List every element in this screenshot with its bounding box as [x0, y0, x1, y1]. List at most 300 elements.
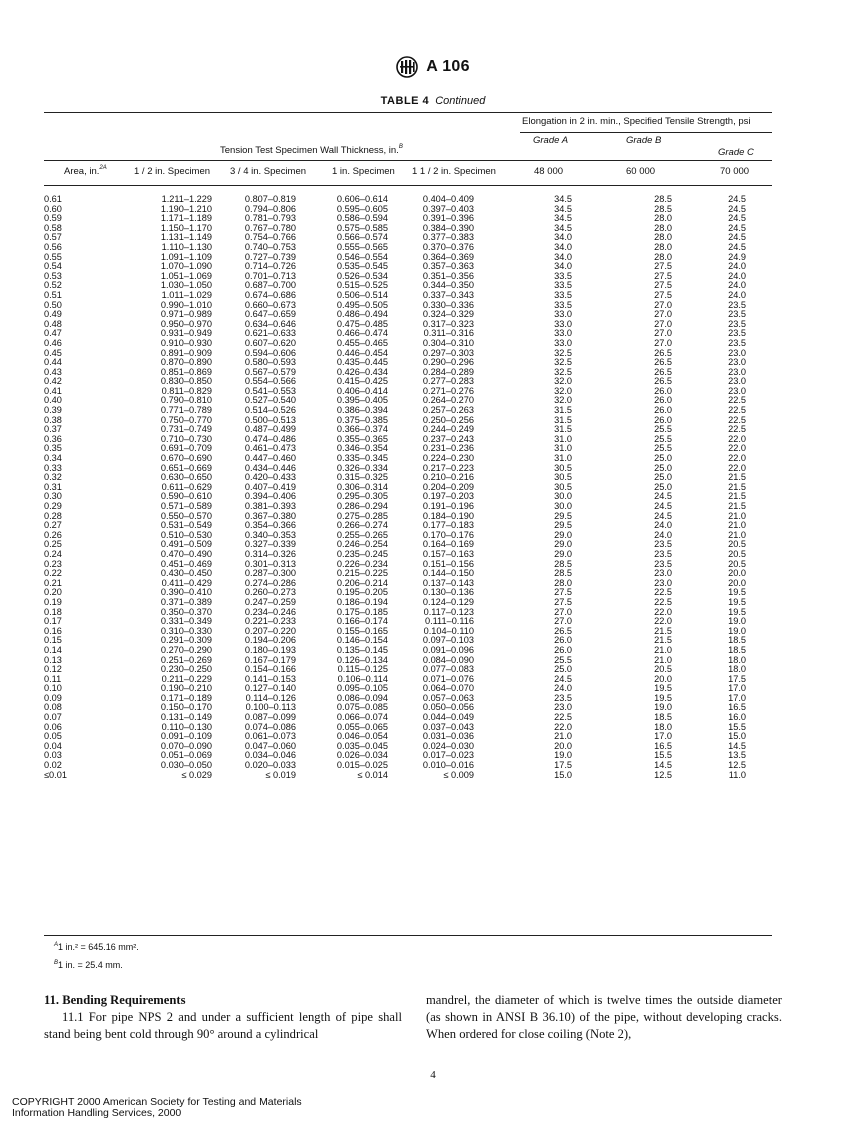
- table-cell: 22.5: [554, 712, 572, 723]
- table-cell: 34.0: [554, 251, 572, 262]
- table-cell: 0.297–0.303: [422, 347, 474, 358]
- table-cell: 0.701–0.713: [244, 270, 296, 281]
- table-cell: 25.0: [554, 664, 572, 675]
- table-cell: 21.5: [728, 501, 746, 511]
- table-cell: 0.130–0.136: [422, 587, 474, 598]
- right-column: [426, 992, 782, 1043]
- table-cell: 0.071–0.076: [422, 673, 474, 684]
- table-cell: 0.26: [44, 529, 62, 540]
- table-cell: 0.29: [44, 501, 62, 511]
- table-cell: 0.166–0.174: [336, 616, 388, 627]
- table-cell: 0.541–0.553: [244, 385, 296, 396]
- table-cell: 0.990–1.010: [160, 299, 212, 310]
- table-cell: 0.395–0.405: [336, 395, 388, 406]
- table-cell: 23.5: [728, 318, 746, 329]
- table-cell: 0.304–0.310: [422, 337, 474, 348]
- table-cell: 0.406–0.414: [336, 385, 388, 396]
- table-cell: 0.051–0.069: [160, 750, 212, 761]
- table-cell: 23.0: [728, 347, 746, 358]
- table-cell: 0.35: [44, 443, 62, 454]
- table-cell: 33.5: [554, 289, 572, 300]
- table-cell: 1.110–1.130: [161, 241, 212, 252]
- table-cell: 0.274–0.286: [244, 577, 296, 588]
- table-cell: 0.306–0.314: [336, 481, 388, 492]
- table-cell: 27.5: [654, 280, 672, 291]
- table-cell: 17.5: [728, 673, 746, 684]
- table-cell: 32.0: [554, 395, 572, 406]
- table-cell: 0.117–0.123: [423, 606, 474, 617]
- table-cell: 27.0: [654, 337, 672, 348]
- table-cell: 0.270–0.290: [160, 644, 212, 655]
- table-cell: 0.330–0.336: [422, 299, 474, 310]
- section-paragraph-left: 11.1 For pipe NPS 2 and under a sufficient length of pipe shall stand being bent cold through 90° around a cylindrical: [44, 1010, 402, 1041]
- table-cell: 30.0: [554, 491, 572, 502]
- table-cell: 29.0: [554, 539, 572, 550]
- table-cell: 1.070–1.090: [160, 261, 212, 272]
- table-cell: 0.39: [44, 405, 62, 416]
- table-cell: 20.5: [728, 548, 746, 559]
- table-cell: 15.5: [728, 721, 746, 732]
- table-cell: 0.381–0.393: [244, 501, 296, 511]
- table-cell: 0.575–0.585: [336, 222, 388, 233]
- table-cell: 0.150–0.170: [160, 702, 212, 713]
- table-cell: 22.5: [654, 596, 672, 607]
- table-cell: 0.384–0.390: [422, 222, 474, 233]
- table-cell: 0.03: [44, 750, 62, 761]
- table-cell: 19.5: [728, 606, 746, 617]
- table-cell: 0.09: [44, 692, 62, 703]
- table-cell: 0.727–0.739: [244, 251, 296, 262]
- elongation-group-header: Elongation in 2 in. min., Specified Tensile Strength, psi: [522, 116, 751, 127]
- table-cell: 0.066–0.074: [336, 712, 388, 723]
- table-cell: 25.5: [654, 424, 672, 435]
- table-cell: 0.124–0.129: [422, 596, 474, 607]
- table-cell: 28.0: [654, 232, 672, 243]
- table-cell: 16.5: [654, 740, 672, 751]
- table-cell: 26.5: [654, 347, 672, 358]
- standard-designation: A 106: [426, 58, 470, 75]
- table-cell: 0.126–0.134: [336, 654, 388, 665]
- table-cell: 0.25: [44, 539, 62, 550]
- table-cell: 0.351–0.356: [422, 270, 474, 281]
- table-cell: 34.5: [554, 213, 572, 224]
- table-cell: 17.0: [728, 692, 746, 703]
- table-cell: 21.0: [654, 644, 672, 655]
- table-cell: 0.370–0.376: [422, 241, 474, 252]
- table-cell: 24.5: [728, 213, 746, 224]
- table-cell: 27.0: [654, 328, 672, 339]
- table-cell: 20.5: [728, 558, 746, 569]
- table-cell: 0.197–0.203: [422, 491, 474, 502]
- table-cell: 0.031–0.036: [422, 731, 474, 742]
- table-cell: 0.590–0.610: [160, 491, 212, 502]
- table-cell: 27.0: [654, 299, 672, 310]
- table-cell: 0.375–0.385: [336, 414, 388, 425]
- table-cell: 0.037–0.043: [422, 721, 474, 732]
- table-cell: 0.430–0.450: [160, 568, 212, 579]
- table-cell: 29.5: [554, 520, 572, 531]
- table-cell: 22.0: [654, 606, 672, 617]
- table-cell: 17.0: [654, 731, 672, 742]
- table-cell: 31.5: [554, 424, 572, 435]
- table-cell: 0.30: [44, 491, 62, 502]
- table-cell: 0.555–0.565: [336, 241, 388, 252]
- table-cell: ≤ 0.019: [265, 769, 296, 780]
- three-quarter-col-header: 3 / 4 in. Specimen: [230, 166, 307, 177]
- table-cell: 25.0: [654, 472, 672, 483]
- table-cell: 0.830–0.850: [160, 376, 212, 387]
- table-cell: 24.5: [654, 501, 672, 511]
- table-cell: 0.45: [44, 347, 62, 358]
- table-cell: 28.5: [554, 568, 572, 579]
- psi-a-header: 48 000: [534, 166, 564, 177]
- table-cell: 0.20: [44, 587, 62, 598]
- table-cell: 0.451–0.469: [160, 558, 212, 569]
- table-cell: 0.075–0.085: [336, 702, 388, 713]
- table-cell: 0.53: [44, 270, 62, 281]
- area-col-sup: 2A: [99, 165, 107, 171]
- table-title: TABLE 4: [380, 95, 430, 107]
- table-cell: 0.660–0.673: [244, 299, 296, 310]
- table-cell: 0.246–0.254: [336, 539, 388, 550]
- table-cell: 0.42: [44, 376, 62, 387]
- table-cell: 34.0: [554, 232, 572, 243]
- table-cell: 12.5: [728, 760, 746, 771]
- table-cell: 0.115–0.125: [337, 664, 388, 675]
- grade-a-header: Grade A: [533, 135, 569, 146]
- table-cell: 24.5: [654, 491, 672, 502]
- grade-b-header: Grade B: [626, 135, 662, 146]
- table-cell: 0.49: [44, 309, 62, 320]
- table-cell: 0.515–0.525: [336, 280, 388, 291]
- table-cell: 0.104–0.110: [423, 625, 474, 636]
- table-cell: 0.284–0.289: [422, 366, 474, 377]
- table-row: [44, 771, 772, 781]
- table-cell: 0.455–0.465: [336, 337, 388, 348]
- psi-b-header: 60 000: [626, 166, 656, 177]
- table-cell: 23.0: [654, 577, 672, 588]
- table-cell: 33.0: [554, 328, 572, 339]
- table-cell: 0.146–0.154: [336, 635, 388, 646]
- table-cell: 0.326–0.334: [336, 462, 388, 473]
- table-cell: 0.331–0.349: [160, 616, 212, 627]
- table-cell: 25.0: [654, 453, 672, 464]
- table-cell: 0.595–0.605: [336, 203, 388, 214]
- table-cell: 23.0: [728, 376, 746, 387]
- table-cell: 29.0: [554, 548, 572, 559]
- table-caption: [0, 95, 866, 107]
- table-cell: 28.5: [654, 194, 672, 204]
- table-cell: 0.44: [44, 357, 62, 368]
- table-cell: 22.0: [728, 462, 746, 473]
- table-cell: 22.0: [728, 453, 746, 464]
- table-cell: 0.371–0.389: [160, 596, 212, 607]
- table-cell: 0.017–0.023: [422, 750, 474, 761]
- table-cell: 24.9: [728, 251, 746, 262]
- table-cell: 0.16: [44, 625, 62, 636]
- table-cell: 0.184–0.190: [422, 510, 474, 521]
- table-cell: 0.244–0.249: [422, 424, 474, 435]
- table-cell: 22.5: [728, 414, 746, 425]
- table-cell: 0.354–0.366: [244, 520, 296, 531]
- footnote-b: [54, 960, 123, 970]
- tension-group-label: Tension Test Specimen Wall Thickness, in.: [220, 145, 399, 156]
- table-cell: 23.0: [728, 385, 746, 396]
- table-cell: 0.315–0.325: [336, 472, 388, 483]
- table-cell: 33.5: [554, 280, 572, 291]
- table-cell: 25.0: [654, 462, 672, 473]
- table-cell: 23.0: [728, 357, 746, 368]
- table-cell: 25.5: [554, 654, 572, 665]
- table-cell: 19.5: [728, 596, 746, 607]
- table-cell: 21.5: [728, 481, 746, 492]
- table-cell: 23.0: [554, 702, 572, 713]
- table-cell: 0.295–0.305: [336, 491, 388, 502]
- table-cell: 0.077–0.083: [422, 664, 474, 675]
- table-cell: 0.355–0.365: [336, 433, 388, 444]
- table-cell: 19.0: [728, 616, 746, 627]
- table-cell: 33.5: [554, 270, 572, 281]
- table-cell: 23.5: [654, 548, 672, 559]
- table-cell: 21.0: [654, 654, 672, 665]
- table-cell: 0.015–0.025: [336, 760, 388, 771]
- table-cell: 0.084–0.090: [422, 654, 474, 665]
- table-cell: 0.386–0.394: [336, 405, 388, 416]
- table-cell: 22.0: [728, 433, 746, 444]
- table-cell: 0.13: [44, 654, 62, 665]
- table-cell: 30.0: [554, 501, 572, 511]
- table-cell: 24.0: [654, 529, 672, 540]
- table-cell: 18.5: [728, 635, 746, 646]
- table-cell: 0.046–0.054: [336, 731, 388, 742]
- table-cell: 31.5: [554, 405, 572, 416]
- table-cell: 27.5: [654, 270, 672, 281]
- table-cell: 0.31: [44, 481, 62, 492]
- table-cell: 0.266–0.274: [336, 520, 388, 531]
- table-cell: 0.164–0.169: [422, 539, 474, 550]
- table-cell: 32.0: [554, 376, 572, 387]
- table-cell: 0.38: [44, 414, 62, 425]
- table-cell: 0.10: [44, 683, 62, 694]
- table-cell: 0.21: [44, 577, 62, 588]
- table-cell: 0.366–0.374: [336, 424, 388, 435]
- table-cell: 0.404–0.409: [422, 194, 474, 204]
- table-cell: 0.390–0.410: [160, 587, 212, 598]
- table-cell: 32.5: [554, 357, 572, 368]
- table-cell: 1.211–1.229: [161, 194, 212, 204]
- table-cell: 0.035–0.045: [336, 740, 388, 751]
- table-cell: 33.5: [554, 299, 572, 310]
- table-cell: 0.47: [44, 328, 62, 339]
- table-cell: 0.54: [44, 261, 62, 272]
- table-cell: 0.286–0.294: [336, 501, 388, 511]
- table-cell: 24.5: [728, 203, 746, 214]
- table-cell: 0.971–0.989: [160, 309, 212, 320]
- table-cell: 1.030–1.050: [160, 280, 212, 291]
- table-cell: 31.0: [554, 433, 572, 444]
- table-cell: 21.0: [728, 510, 746, 521]
- table-cell: 15.5: [654, 750, 672, 761]
- table-cell: 0.251–0.269: [160, 654, 212, 665]
- elongation-table: [44, 195, 772, 780]
- table-cell: 0.446–0.454: [336, 347, 388, 358]
- table-cell: 20.5: [654, 664, 672, 675]
- table-cell: 0.020–0.033: [244, 760, 296, 771]
- table-cell: 0.687–0.700: [244, 280, 296, 291]
- table-cell: 0.151–0.156: [422, 558, 474, 569]
- table-cell: 0.135–0.145: [336, 644, 388, 655]
- table-cell: 29.5: [554, 510, 572, 521]
- table-cell: 0.335–0.345: [336, 453, 388, 464]
- table-cell: 21.5: [728, 491, 746, 502]
- table-cell: 26.5: [554, 625, 572, 636]
- table-cell: 24.5: [554, 673, 572, 684]
- table-cell: 0.674–0.686: [244, 289, 296, 300]
- table-cell: 0.474–0.486: [244, 433, 296, 444]
- table-cell: 0.377–0.383: [422, 232, 474, 243]
- table-cell: 0.714–0.726: [244, 261, 296, 272]
- table-cell: 0.407–0.419: [244, 481, 296, 492]
- table-cell: 23.0: [728, 366, 746, 377]
- table-cell: 27.0: [654, 309, 672, 320]
- area-col-label: Area, in.: [64, 166, 100, 177]
- table-cell: 28.5: [554, 558, 572, 569]
- table-cell: 20.0: [554, 740, 572, 751]
- elongation-rule: [520, 132, 772, 133]
- table-cell: 27.0: [554, 606, 572, 617]
- table-cell: 0.327–0.339: [244, 539, 296, 550]
- table-cell: 0.047–0.060: [244, 740, 296, 751]
- table-cell: 26.0: [554, 644, 572, 655]
- table-cell: 0.127–0.140: [244, 683, 296, 694]
- table-cell: 0.07: [44, 712, 62, 723]
- table-cell: 18.0: [728, 664, 746, 675]
- footnote-a-text: 1 in.² = 645.16 mm².: [58, 942, 139, 952]
- table-cell: 19.5: [728, 587, 746, 598]
- table-cell: 0.606–0.614: [336, 194, 388, 204]
- table-cell: 0.506–0.514: [336, 289, 388, 300]
- table-cell: 21.5: [654, 625, 672, 636]
- table-cell: 0.37: [44, 424, 62, 435]
- table-cell: 12.5: [654, 769, 672, 780]
- table-cell: 0.495–0.505: [336, 299, 388, 310]
- table-cell: 0.350–0.370: [160, 606, 212, 617]
- table-cell: 0.56: [44, 241, 62, 252]
- table-cell: 0.250–0.256: [422, 414, 474, 425]
- table-cell: 26.0: [654, 405, 672, 416]
- table-cell: 0.195–0.205: [336, 587, 388, 598]
- table-cell: 26.5: [654, 357, 672, 368]
- table-cell: 0.580–0.593: [244, 357, 296, 368]
- table-cell: 0.394–0.406: [244, 491, 296, 502]
- table-cell: 28.0: [554, 577, 572, 588]
- table-cell: 20.5: [728, 539, 746, 550]
- table-cell: 19.5: [654, 683, 672, 694]
- table-cell: 0.264–0.270: [422, 395, 474, 406]
- table-cell: 0.337–0.343: [422, 289, 474, 300]
- table-cell: 0.12: [44, 664, 62, 675]
- table-top-rule: [44, 112, 772, 113]
- table-cell: 19.5: [654, 692, 672, 703]
- table-cell: 0.546–0.554: [336, 251, 388, 262]
- table-cell: 26.0: [654, 385, 672, 396]
- table-cell: 20.0: [728, 577, 746, 588]
- table-cell: 0.04: [44, 740, 62, 751]
- table-cell: 0.28: [44, 510, 62, 521]
- table-cell: 0.290–0.296: [422, 357, 474, 368]
- table-cell: 25.0: [654, 481, 672, 492]
- table-cell: 0.851–0.869: [160, 366, 212, 377]
- table-cell: 0.411–0.429: [161, 577, 212, 588]
- table-cell: 21.0: [728, 529, 746, 540]
- table-cell: 0.647–0.659: [244, 309, 296, 320]
- table-cell: 0.931–0.949: [160, 328, 212, 339]
- table-cell: 0.271–0.276: [422, 385, 474, 396]
- table-cell: 0.114–0.126: [245, 692, 296, 703]
- table-cell: 0.670–0.690: [160, 453, 212, 464]
- table-cell: 0.044–0.049: [422, 712, 474, 723]
- header-mid-rule: [44, 160, 772, 161]
- table-cell: 0.51: [44, 289, 62, 300]
- copyright-line-2: Information Handling Services, 2000: [12, 1107, 182, 1119]
- table-cell: 0.22: [44, 568, 62, 579]
- table-cell: 0.275–0.285: [336, 510, 388, 521]
- section-paragraph-right: mandrel, the diameter of which is twelve times the outside diameter (as shown in ANSI B 36.10) of the pipe, without developing cracks. When ordered for close coiling (Note 2),: [426, 993, 782, 1041]
- table-cell: 26.5: [654, 366, 672, 377]
- table-cell: 0.754–0.766: [244, 232, 296, 243]
- table-cell: 33.0: [554, 318, 572, 329]
- table-cell: 0.034–0.046: [244, 750, 296, 761]
- table-cell: 30.5: [554, 462, 572, 473]
- table-cell: 0.091–0.096: [422, 644, 474, 655]
- table-cell: 0.324–0.329: [422, 309, 474, 320]
- table-cell: 0.514–0.526: [244, 405, 296, 416]
- table-cell: 0.426–0.434: [336, 366, 388, 377]
- table-cell: 0.731–0.749: [160, 424, 212, 435]
- table-cell: 24.0: [728, 289, 746, 300]
- table-cell: 0.131–0.149: [160, 712, 212, 723]
- table-cell: 0.771–0.789: [160, 405, 212, 416]
- table-cell: 0.750–0.770: [160, 414, 212, 425]
- table-cell: 27.5: [654, 261, 672, 272]
- table-cell: 0.651–0.669: [160, 462, 212, 473]
- table-cell: 13.5: [728, 750, 746, 761]
- table-cell: 1.051–1.069: [160, 270, 212, 281]
- table-cell: 24.0: [728, 270, 746, 281]
- tension-note-mark: B: [398, 144, 403, 150]
- table-cell: 0.257–0.263: [422, 405, 474, 416]
- table-cell: 0.767–0.780: [244, 222, 296, 233]
- table-cell: 21.0: [554, 731, 572, 742]
- table-cell: 15.0: [554, 769, 572, 780]
- table-cell: 0.074–0.086: [244, 721, 296, 732]
- table-cell: 0.566–0.574: [336, 232, 388, 243]
- table-cell: 0.46: [44, 337, 62, 348]
- table-cell: 0.60: [44, 203, 62, 214]
- table-cell: 0.167–0.179: [244, 654, 296, 665]
- table-cell: ≤ 0.014: [357, 769, 388, 780]
- table-cell: 0.06: [44, 721, 62, 732]
- table-cell: 28.5: [654, 203, 672, 214]
- table-cell: 0.18: [44, 606, 62, 617]
- table-cell: ≤ 0.029: [181, 769, 212, 780]
- table-cell: 0.27: [44, 520, 62, 531]
- table-cell: 0.19: [44, 596, 62, 607]
- table-cell: 0.535–0.545: [336, 261, 388, 272]
- table-cell: 0.091–0.109: [160, 731, 212, 742]
- table-cell: 0.111–0.116: [424, 616, 474, 627]
- table-cell: 0.466–0.474: [336, 328, 388, 339]
